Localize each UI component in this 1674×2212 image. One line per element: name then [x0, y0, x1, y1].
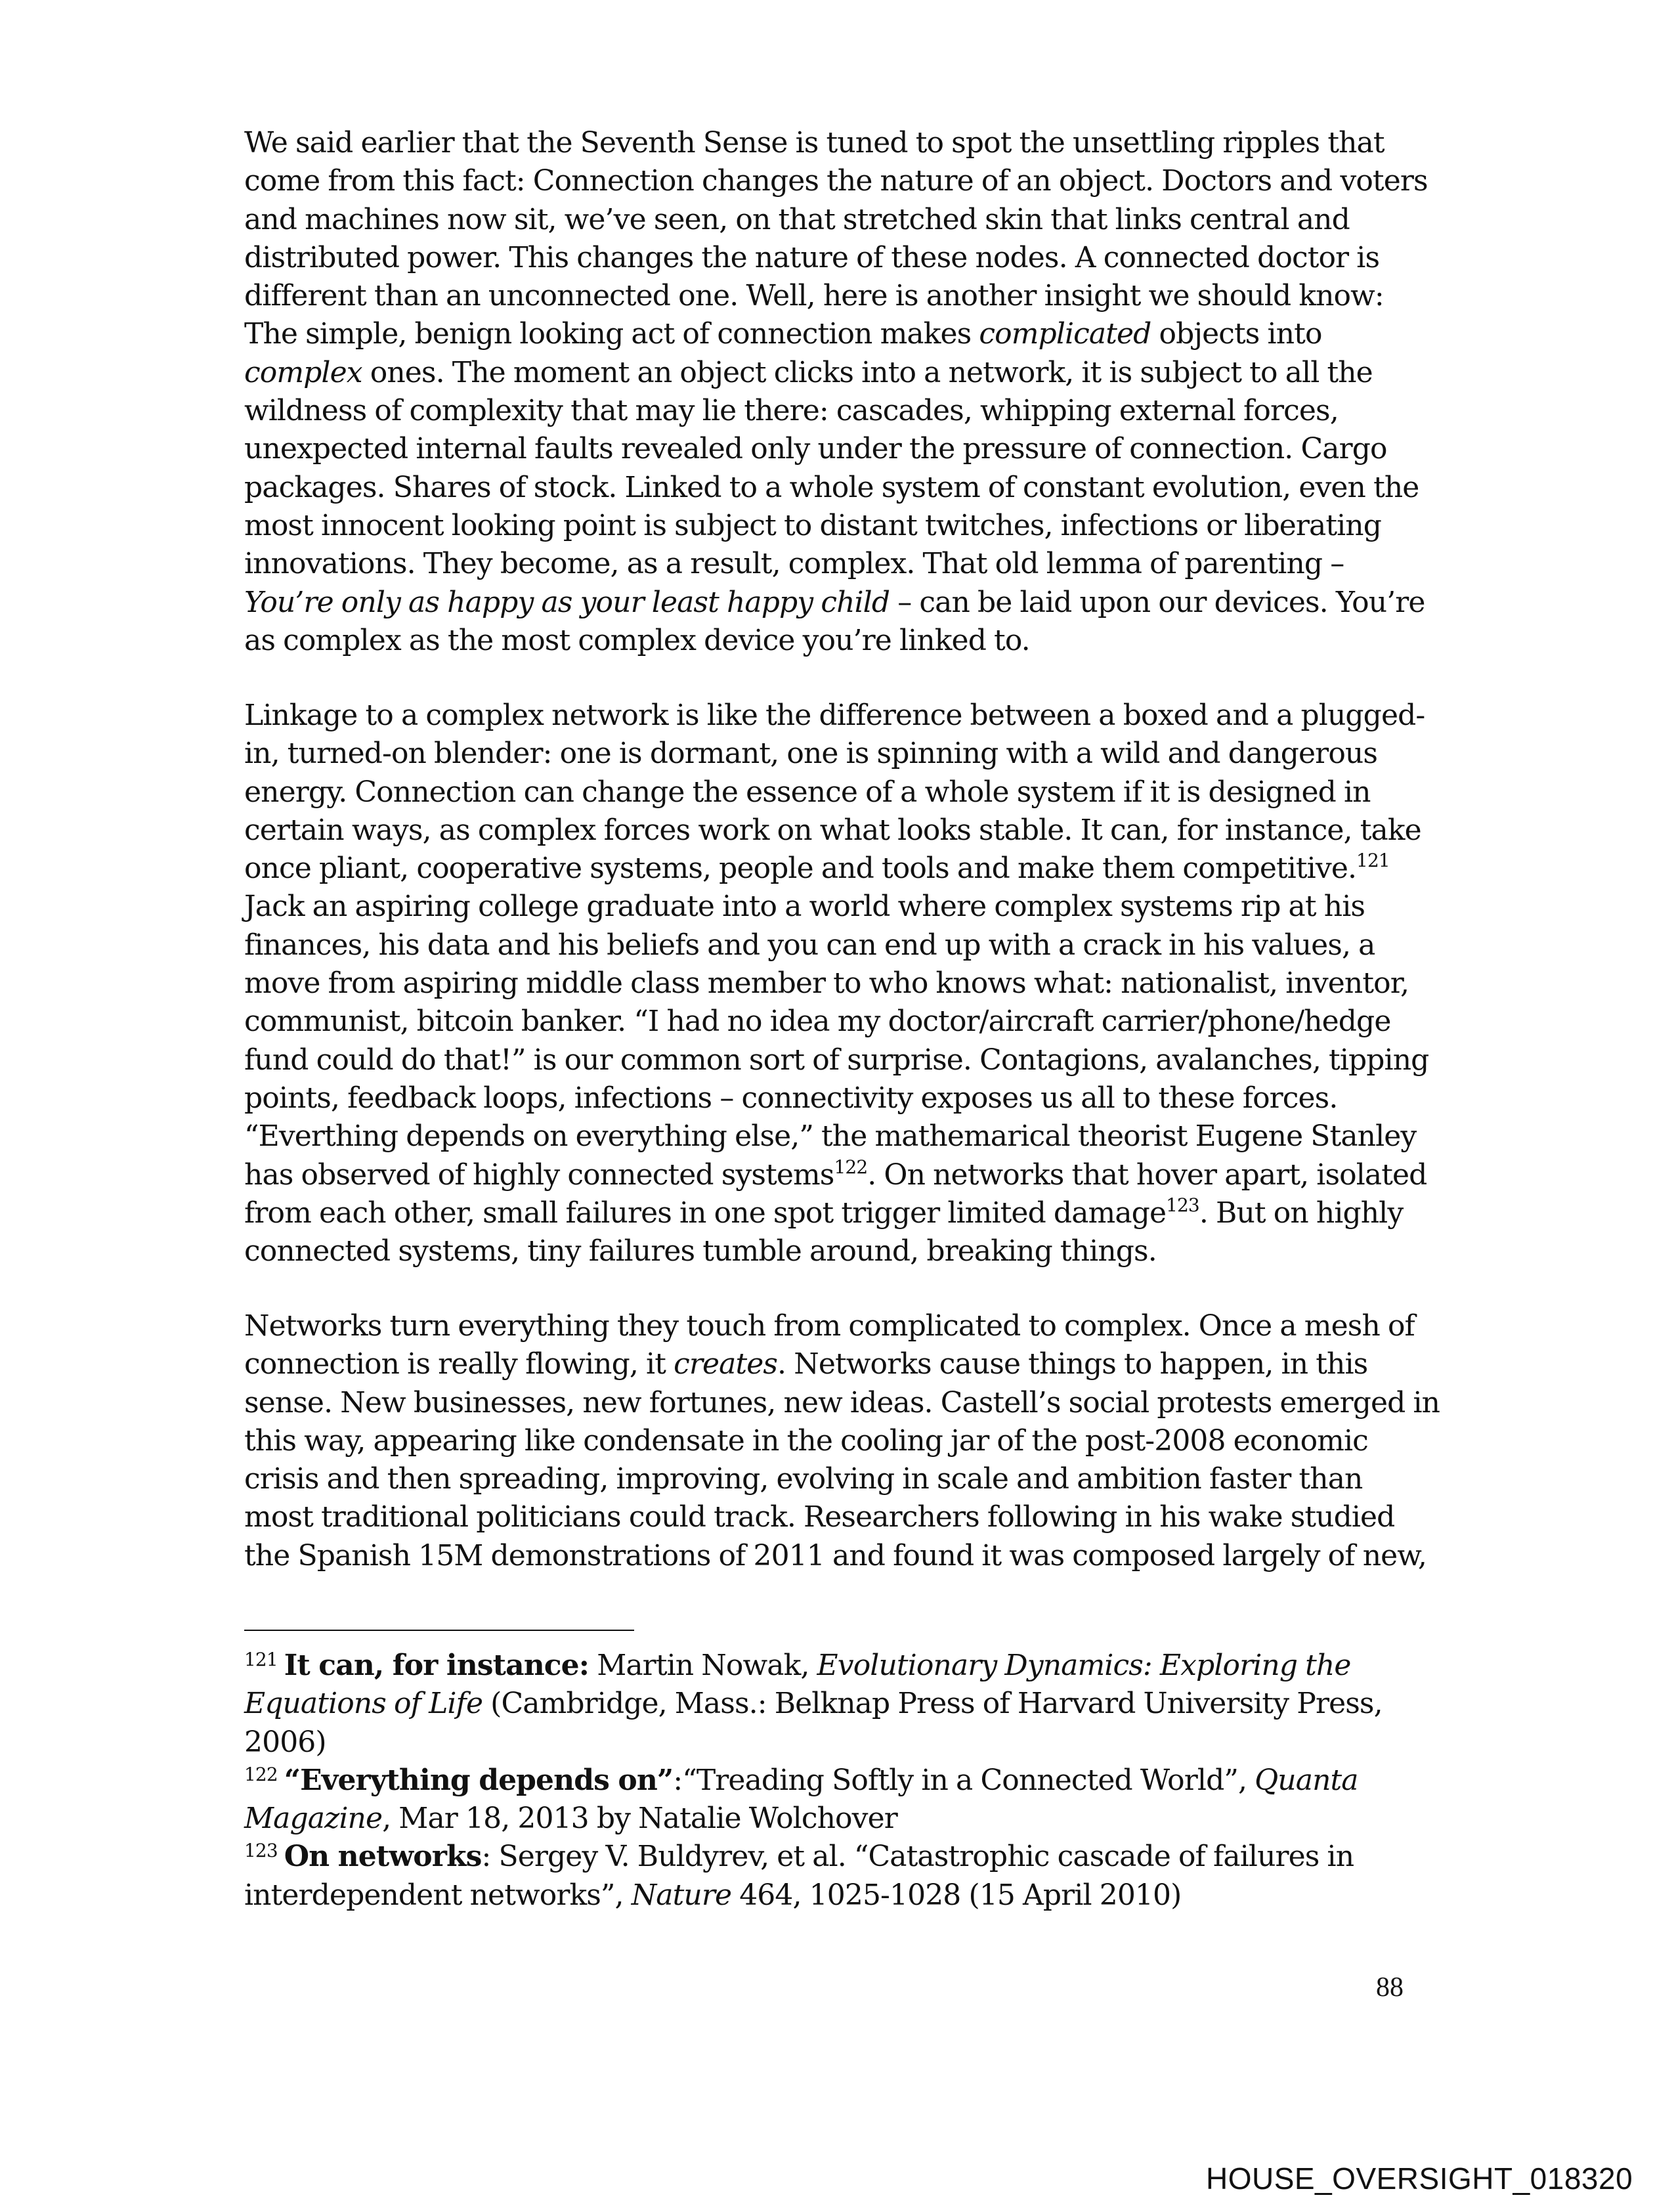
text-line: different than an unconnected one. Well, here is another insight we should know: [244, 279, 1384, 313]
text-line: innovations. They become, as a result, complex. That old lemma of parenting – [244, 547, 1344, 581]
text-line [244, 1194, 1426, 1232]
text-run: (Cambridge, Mass.: Belknap Press of Harvard University Press, [483, 1687, 1383, 1721]
citation-title: Magazine [244, 1802, 383, 1836]
footnote-lead: “Everything depends on” [284, 1763, 674, 1797]
footnote-line [244, 1685, 1426, 1723]
text-line: move from aspiring middle class member to who knows what: nationalist, inventor, [244, 966, 1409, 1001]
text-line: certain ways, as complex forces work on what looks stable. It can, for instance, take [244, 813, 1421, 847]
text-line [244, 315, 1426, 353]
text-line: fund could do that!” is our common sort of surprise. Contagions, avalanches, tipping [244, 1043, 1429, 1077]
italic-term: complex [244, 355, 362, 389]
text-line [244, 1156, 1426, 1194]
text-run: – can be laid upon our devices. You’re [890, 585, 1425, 619]
text-run: has observed of highly connected systems [244, 1158, 834, 1192]
footnote-122 [244, 1762, 1426, 1838]
footnote-number: 121 [244, 1649, 278, 1670]
text-run: : Sergey V. Buldyrev, et al. “Catastrophic cascade of failures in [481, 1840, 1354, 1874]
text-run: from each other, small failures in one spot trigger limited damage [244, 1196, 1167, 1230]
text-line [244, 1345, 1426, 1383]
text-line: communist, bitcoin banker. “I had no idea my doctor/aircraft carrier/phone/hedge [244, 1005, 1391, 1039]
footnote-separator [244, 1630, 634, 1631]
footnote-123 [244, 1838, 1426, 1915]
text-line: Networks turn everything they touch from complicated to complex. Once a mesh of [244, 1309, 1415, 1343]
text-line: come from this fact: Connection changes the nature of an object. Doctors and voters [244, 164, 1428, 198]
footnote-lead: It can, for instance: [284, 1649, 590, 1682]
text-line: Linkage to a complex network is like the difference between a boxed and a plugged- [244, 699, 1425, 732]
text-run: . But on highly [1199, 1196, 1404, 1230]
italic-quote: You’re only as happy as your least happy child [244, 585, 890, 619]
footnote-ref-122[interactable]: 122 [834, 1156, 868, 1178]
text-run: ones. The moment an object clicks into a network, it is subject to all the [362, 355, 1373, 389]
text-run: , Mar 18, 2013 by Natalie Wolchover [382, 1802, 897, 1836]
paragraph-1 [244, 124, 1426, 660]
text-run: interdependent networks”, [244, 1878, 632, 1912]
paragraph-2 [244, 697, 1429, 1270]
text-line: connected systems, tiny failures tumble around, breaking things. [244, 1234, 1157, 1269]
italic-term: creates [674, 1347, 778, 1381]
footnote-ref-123[interactable]: 123 [1166, 1194, 1199, 1216]
bates-number: HOUSE_OVERSIGHT_018320 [1206, 2161, 1633, 2196]
text-run: :“Treading Softly in a Connected World”, [673, 1763, 1255, 1797]
text-line: most traditional politicians could track. Researchers following in his wake studied [244, 1500, 1395, 1534]
text-run: 464, 1025-1028 (15 April 2010) [731, 1878, 1182, 1912]
text-run: The simple, benign looking act of connection makes [244, 317, 979, 351]
footnote-line [244, 1647, 1426, 1685]
footnote-line: 2006) [244, 1725, 326, 1759]
footnote-line [244, 1876, 1426, 1915]
text-line: as complex as the most complex device you’re linked to. [244, 623, 1030, 657]
text-run: . On networks that hover apart, isolated [867, 1158, 1427, 1192]
footnote-line [244, 1838, 1426, 1876]
text-run: connection is really flowing, it [244, 1347, 674, 1381]
footnote-lead: On networks [284, 1840, 482, 1874]
text-line: crisis and then spreading, improving, evolving in scale and ambition faster than [244, 1462, 1363, 1496]
text-line: “Everthing depends on everything else,” the mathemarical theorist Eugene Stanley [244, 1119, 1417, 1154]
text-line: this way, appearing like condensate in the cooling jar of the post-2008 economic [244, 1423, 1368, 1458]
text-run: Martin Nowak, [589, 1649, 817, 1682]
citation-title: Equations of Life [244, 1687, 483, 1721]
text-line: in, turned-on blender: one is dormant, one is spinning with a wild and dangerous [244, 737, 1378, 771]
text-line: sense. New businesses, new fortunes, new ideas. Castell’s social protests emerged in [244, 1385, 1440, 1420]
text-line: most innocent looking point is subject to distant twitches, infections or liberating [244, 508, 1381, 542]
footnote-number: 122 [244, 1763, 278, 1785]
italic-term: complicated [979, 317, 1151, 351]
footnote-line [244, 1762, 1426, 1800]
text-line: wildness of complexity that may lie there: cascades, whipping external forces, [244, 394, 1339, 428]
page-number: 88 [1376, 1972, 1404, 2003]
text-run: objects into [1151, 317, 1322, 351]
text-line [244, 354, 1426, 392]
footnote-121 [244, 1647, 1426, 1762]
text-line: and machines now sit, we’ve seen, on that stretched skin that links central and [244, 202, 1350, 236]
footnote-line [244, 1800, 1426, 1838]
text-run: . Networks cause things to happen, in this [777, 1347, 1368, 1381]
text-line [244, 584, 1426, 622]
citation-title: Nature [631, 1878, 732, 1912]
text-line: points, feedback loops, infections – connectivity exposes us all to these forces. [244, 1081, 1338, 1115]
text-line: energy. Connection can change the essence of a whole system if it is designed in [244, 775, 1371, 809]
text-line: finances, his data and his beliefs and you can end up with a crack in his values, a [244, 928, 1375, 962]
text-line: We said earlier that the Seventh Sense is tuned to spot the unsettling ripples that [244, 126, 1384, 160]
footnotes [244, 1647, 1426, 1915]
footnote-ref-121[interactable]: 121 [1356, 850, 1390, 872]
text-run: once pliant, cooperative systems, people and tools and make them competitive. [244, 852, 1357, 886]
paragraph-3 [244, 1307, 1440, 1575]
citation-title: Quanta [1255, 1763, 1358, 1797]
footnote-number: 123 [244, 1840, 278, 1862]
text-line: unexpected internal faults revealed only under the pressure of connection. Cargo [244, 432, 1387, 466]
text-line: packages. Shares of stock. Linked to a whole system of constant evolution, even the [244, 470, 1419, 504]
text-line: distributed power. This changes the nature of these nodes. A connected doctor is [244, 240, 1380, 274]
text-line: the Spanish 15M demonstrations of 2011 and found it was composed largely of new, [244, 1538, 1427, 1572]
text-line [244, 850, 1426, 888]
text-line: Jack an aspiring college graduate into a world where complex systems rip at his [244, 890, 1365, 924]
citation-title: Evolutionary Dynamics: Exploring the [817, 1649, 1351, 1682]
